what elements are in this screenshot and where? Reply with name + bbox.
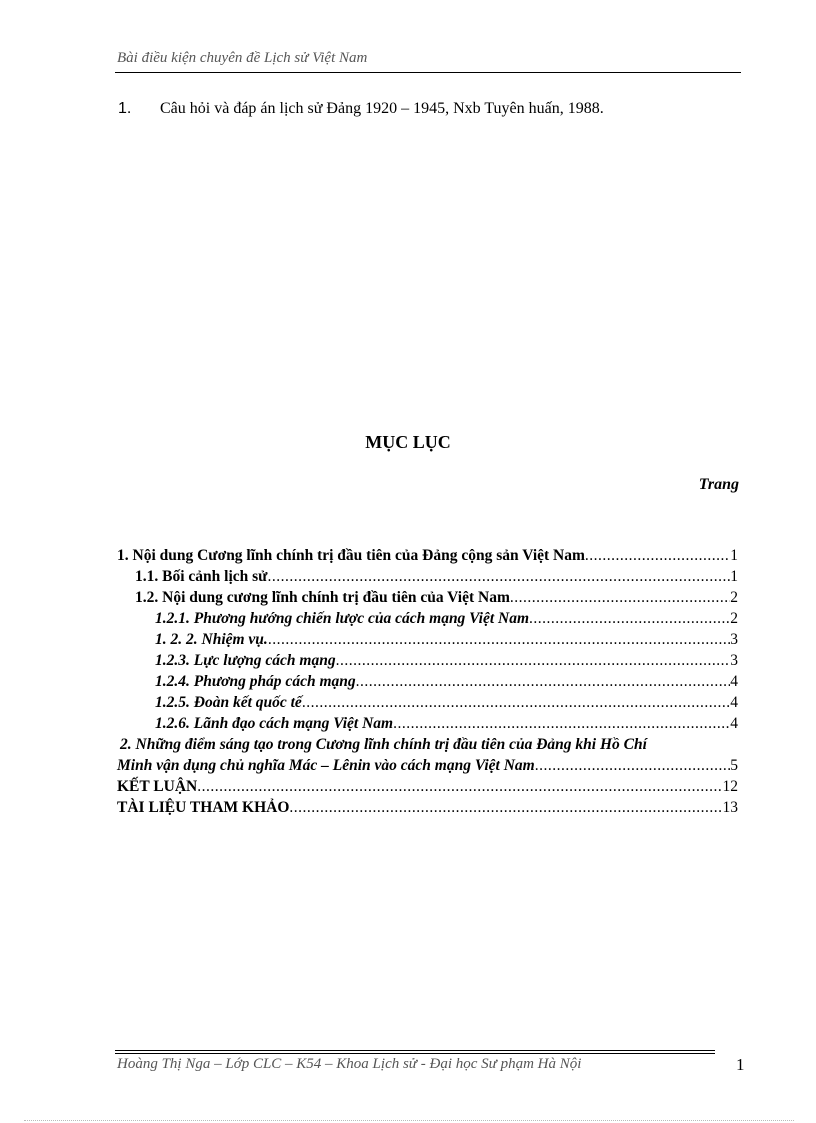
footer-text: Hoàng Thị Nga – Lớp CLC – K54 – Khoa Lịch sử - Đại học Sư phạm Hà Nội — [117, 1056, 582, 1072]
toc-leader — [535, 757, 731, 775]
toc-entry[interactable] — [117, 757, 738, 778]
toc-entry[interactable] — [117, 799, 738, 820]
toc-leader — [336, 652, 731, 670]
toc-leader — [510, 589, 730, 607]
toc-entry[interactable] — [117, 778, 738, 799]
toc-entry-text: Minh vận dụng chủ nghĩa Mác – Lênin vào cách mạng Việt Nam — [117, 757, 535, 774]
toc-entry-page: 2 — [730, 589, 738, 606]
toc-entry[interactable] — [117, 589, 738, 610]
toc-leader — [356, 673, 731, 691]
toc-entry-page: 5 — [730, 757, 738, 774]
toc-entry-text: 2. Những điểm sáng tạo trong Cương lĩnh chính trị đầu tiên của Đảng khi Hồ Chí — [120, 736, 647, 753]
toc-page-label: Trang — [698, 476, 739, 493]
toc-leader — [585, 547, 730, 565]
toc-entry[interactable] — [117, 736, 738, 757]
toc-entry[interactable] — [117, 610, 738, 631]
page-number: 1 — [736, 1055, 745, 1074]
toc-entry-text: KẾT LUẬN — [117, 778, 198, 795]
toc-entry-text: TÀI LIỆU THAM KHẢO — [117, 799, 290, 816]
toc-entry-text: 1. Nội dung Cương lĩnh chính trị đầu tiên của Đảng cộng sản Việt Nam — [117, 547, 585, 564]
toc-entry-page: 1 — [730, 547, 738, 564]
toc-entry-text: 1.1. Bối cảnh lịch sử — [135, 568, 268, 585]
toc-entry-text: 1.2.5. Đoàn kết quốc tế — [155, 694, 302, 711]
toc-entry[interactable] — [117, 568, 738, 589]
toc-entry-page: 2 — [730, 610, 738, 627]
toc-entry[interactable] — [117, 715, 738, 736]
toc-entry-page: 13 — [722, 799, 738, 816]
toc-leader — [268, 631, 730, 649]
toc-entry-page: 3 — [730, 652, 738, 669]
toc-leader — [393, 715, 730, 733]
header-text: Bài điều kiện chuyên đề Lịch sử Việt Nam — [117, 50, 368, 66]
toc-entry-text: 1.2.6. Lãnh đạo cách mạng Việt Nam — [155, 715, 394, 732]
toc-entry-text: 1.2.4. Phương pháp cách mạng — [155, 673, 356, 690]
reference-number: 1. — [118, 100, 132, 117]
page-bottom-border — [24, 1120, 794, 1121]
toc-entry-page: 4 — [730, 673, 738, 690]
toc-entry-page: 12 — [722, 778, 738, 795]
toc-entry[interactable] — [117, 547, 738, 568]
toc-entry-text: 1.2.1. Phương hướng chiến lược của cách mạng Việt Nam — [155, 610, 530, 627]
toc-leader — [289, 799, 722, 817]
toc-entry-page: 4 — [730, 694, 738, 711]
toc-entry-text: 1.2.3. Lực lượng cách mạng — [155, 652, 336, 669]
table-of-contents — [117, 547, 738, 820]
toc-leader — [302, 694, 730, 712]
toc-entry[interactable] — [117, 652, 738, 673]
toc-title: MỤC LỤC — [365, 432, 451, 452]
toc-entry-page: 3 — [730, 631, 738, 648]
toc-entry[interactable] — [117, 673, 738, 694]
reference-text: Câu hỏi và đáp án lịch sử Đảng 1920 – 1945, Nxb Tuyên huấn, 1988. — [160, 100, 604, 117]
reference-item — [118, 100, 604, 118]
page-header — [115, 50, 741, 73]
toc-entry-text: 1. 2. 2. Nhiệm vụ. — [155, 631, 268, 648]
toc-entry-page: 4 — [730, 715, 738, 732]
toc-entry-page: 1 — [730, 568, 738, 585]
toc-leader — [267, 568, 730, 586]
toc-entry[interactable] — [117, 694, 738, 715]
toc-leader — [197, 778, 722, 796]
toc-entry[interactable] — [117, 631, 738, 652]
toc-leader — [529, 610, 730, 628]
toc-entry-text: 1.2. Nội dung cương lĩnh chính trị đầu tiên của Việt Nam — [135, 589, 510, 606]
